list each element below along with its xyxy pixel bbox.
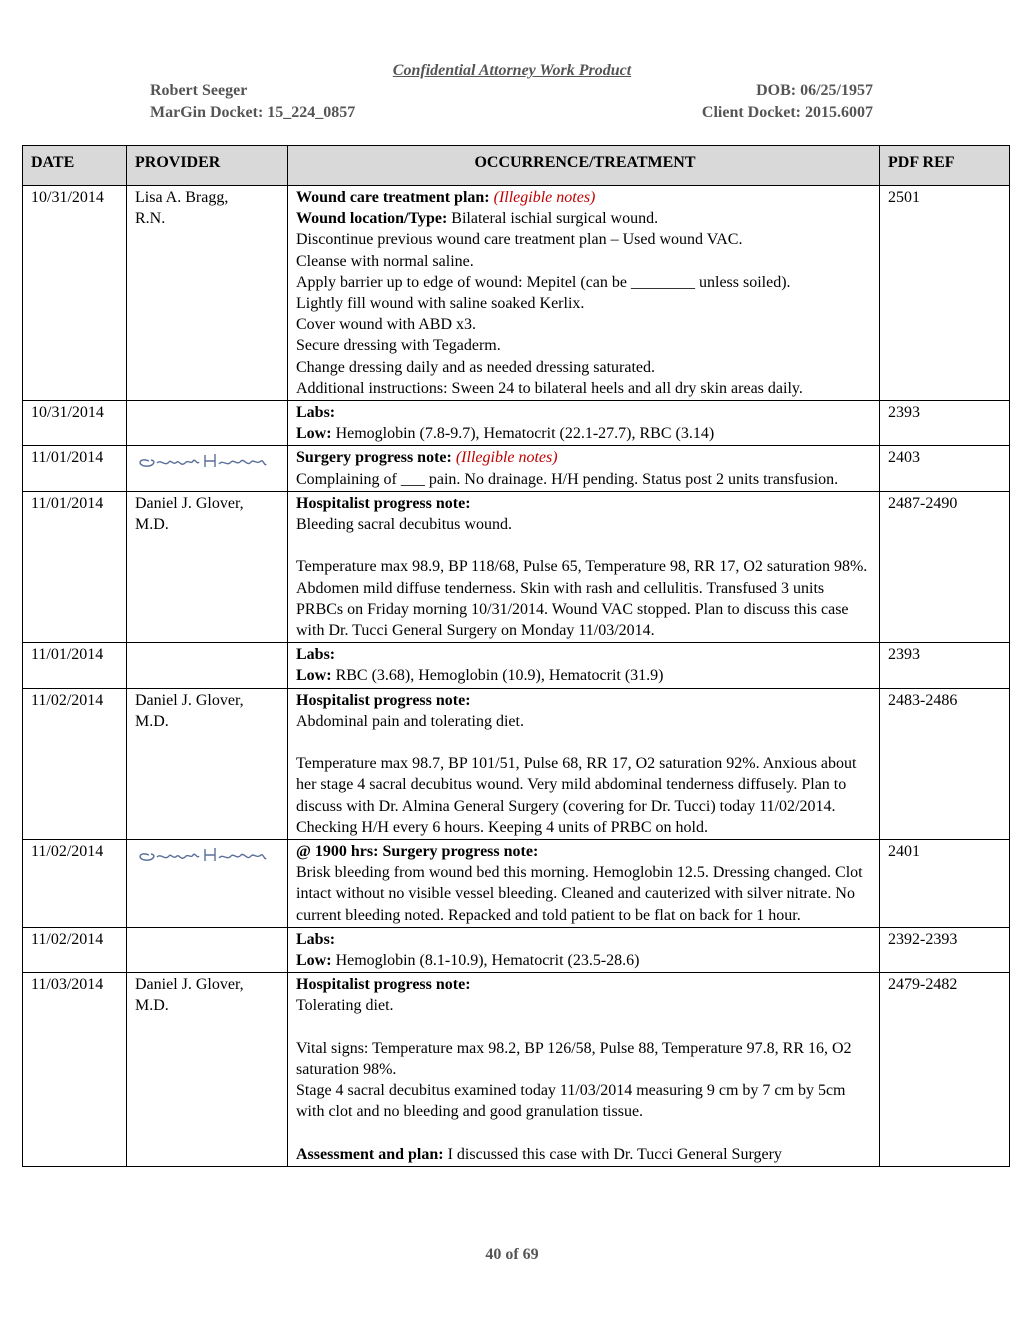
occurrence-cell [288,973,880,1167]
date-cell: 11/01/2014 [23,643,127,688]
provider-cell [127,401,288,446]
table-header-row [23,146,1010,186]
treatment-line: Change dressing daily and as needed dressing saturated. [296,358,656,376]
occurrence-cell [288,643,880,688]
wound-location-label: Wound location/Type: [296,210,448,228]
provider-credential: M.D. [135,516,169,534]
entry-title: Labs: [296,646,336,664]
provider-cell [127,688,288,839]
occurrence-cell [288,401,880,446]
provider-credential: R.N. [135,210,166,228]
pdf-ref-cell: 2483-2486 [880,688,1010,839]
header-row-1 [0,82,1024,104]
date-cell: 11/02/2014 [23,688,127,839]
treatment-line: Secure dressing with Tegaderm. [296,337,501,355]
entry-title: Surgery progress note: [296,449,452,467]
lab-low [296,665,874,686]
wound-location-text: Bilateral ischial surgical wound. [451,210,659,228]
date-cell: 10/31/2014 [23,401,127,446]
medical-chronology-table [22,145,1010,1167]
occurrence-cell [288,446,880,491]
table-row [23,401,1010,446]
header-row-2 [0,104,1024,126]
pdf-ref-cell: 2401 [880,840,1010,928]
date-cell: 11/01/2014 [23,446,127,491]
provider-signature [135,449,267,473]
table-row [23,688,1010,839]
date-cell: 11/02/2014 [23,927,127,972]
date-cell: 10/31/2014 [23,186,127,401]
occurrence-cell [288,927,880,972]
wound-location [296,208,874,229]
provider-name: Daniel J. Glover, [135,494,244,512]
paragraph-gap [296,1017,874,1038]
provider-cell [127,927,288,972]
client-docket: Client Docket: 2015.6007 [701,104,873,121]
assessment-label: Assessment and plan: [296,1145,444,1163]
low-label: Low: [296,667,332,685]
treatment-line: Additional instructions: Sween 24 to bilateral heels and all dry skin areas daily. [296,379,803,397]
entry-text: Abdomen mild diffuse tenderness. Skin with rash and cellulitis. Transfused 3 units PRBCs on Friday morning 10/31/2014. Wound VAC stopped. Plan to discuss this case with Dr. Tucci General Surgery on Monday 11/03/2014. [296,579,849,640]
table-row [23,927,1010,972]
document-header [0,60,1024,126]
patient-dob: DOB: 06/25/1957 [756,82,873,99]
provider-cell [127,491,288,642]
illegible-note: (Illegible notes) [455,449,558,467]
table-row [23,186,1010,401]
table-row [23,840,1010,928]
entry-text: Stage 4 sacral decubitus examined today 11/03/2014 measuring 9 cm by 7 cm by 5cm with clot and no bleeding and good granulation tissue. [296,1082,846,1121]
date-cell: 11/03/2014 [23,973,127,1167]
entry-title: Hospitalist progress note: [296,976,471,994]
column-header-provider: PROVIDER [127,146,288,186]
entry-title: Hospitalist progress note: [296,691,471,709]
margin-docket: MarGin Docket: 15_224_0857 [150,104,356,121]
pdf-ref-cell: 2479-2482 [880,973,1010,1167]
entry-title: Labs: [296,930,336,948]
provider-cell [127,446,288,491]
entry-text: Abdominal pain and tolerating diet. [296,712,524,730]
provider-credential: M.D. [135,712,169,730]
treatment-line: Discontinue previous wound care treatment plan – Used wound VAC. [296,231,743,249]
low-label: Low: [296,425,332,443]
entry-text: Temperature max 98.9, BP 118/68, Pulse 65, Temperature 98, RR 17, O2 saturation 98%. [296,558,868,576]
date-cell: 11/01/2014 [23,491,127,642]
treatment-line: Cleanse with normal saline. [296,252,474,270]
low-values: Hemoglobin (7.8-9.7), Hematocrit (22.1-27.7), RBC (3.14) [335,425,715,443]
entry-text: Brisk bleeding from wound bed this morning. Hemoglobin 12.5. Dressing changed. Clot intact without no visible vessel bleeding. Cleaned and cauterized with silver nitrate. No current bleeding noted. Repacked and told patient to be flat on back for 1 hour. [296,864,863,924]
assessment-text: I discussed this case with Dr. Tucci General Surgery [447,1145,782,1163]
provider-name: Daniel J. Glover, [135,691,244,709]
low-values: Hemoglobin (8.1-10.9), Hematocrit (23.5-28.6) [335,952,640,970]
table-row [23,491,1010,642]
entry-title: Hospitalist progress note: [296,494,471,512]
treatment-line: Apply barrier up to edge of wound: Mepitel (can be ________ unless soiled). [296,273,791,291]
provider-name: Daniel J. Glover, [135,976,244,994]
pdf-ref-cell: 2501 [880,186,1010,401]
pdf-ref-cell: 2393 [880,643,1010,688]
paragraph-gap [296,535,874,556]
entry-heading [296,447,874,468]
occurrence-cell [288,491,880,642]
entry-title: Wound care treatment plan: [296,189,490,206]
entry-title: @ 1900 hrs: Surgery progress note: [296,843,539,861]
provider-name: Lisa A. Bragg, [135,189,229,206]
table-row [23,643,1010,688]
provider-cell [127,186,288,401]
entry-title: Labs: [296,404,336,422]
occurrence-cell [288,688,880,839]
column-header-date: DATE [23,146,127,186]
occurrence-cell [288,840,880,928]
column-header-occurrence: OCCURRENCE/TREATMENT [288,146,880,186]
pdf-ref-cell: 2393 [880,401,1010,446]
treatment-line: Cover wound with ABD x3. [296,316,476,334]
entry-text: Tolerating diet. [296,997,394,1015]
date-cell: 11/02/2014 [23,840,127,928]
assessment-plan [296,1144,874,1165]
table-row [23,973,1010,1167]
pdf-ref-cell: 2403 [880,446,1010,491]
table-row [23,446,1010,491]
provider-credential: M.D. [135,997,169,1015]
provider-cell [127,840,288,928]
paragraph-gap [296,732,874,753]
pdf-ref-cell: 2487-2490 [880,491,1010,642]
provider-signature [135,843,267,867]
entry-text: Temperature max 98.7, BP 101/51, Pulse 68, RR 17, O2 saturation 92%. Anxious about her stage 4 sacral decubitus wound. Very mild abdominal tenderness diffusely. Plan to discuss with Dr. Almina General Surgery (covering for Dr. Tucci) today 11/02/2014. Checking H/H every 6 hours. Keeping 4 units of PRBC on hold. [296,755,857,836]
lab-low [296,950,874,971]
page-number: 40 of 69 [485,1246,539,1263]
entry-text: Vital signs: Temperature max 98.2, BP 126/58, Pulse 88, Temperature 97.8, RR 16, O2 saturation 98%. [296,1039,852,1079]
illegible-note: (Illegible notes) [493,189,596,206]
paragraph-gap [296,1123,874,1144]
confidential-banner: Confidential Attorney Work Product [392,62,632,79]
lab-low [296,423,874,444]
provider-cell [127,643,288,688]
column-header-pdf-ref: PDF REF [880,146,1010,186]
pdf-ref-cell: 2392-2393 [880,927,1010,972]
low-values: RBC (3.68), Hemoglobin (10.9), Hematocrit (31.9) [335,667,664,685]
occurrence-cell [288,186,880,401]
low-label: Low: [296,952,332,970]
entry-heading [296,187,874,208]
entry-text: Complaining of ___ pain. No drainage. H/H pending. Status post 2 units transfusion. [296,470,839,488]
patient-name: Robert Seeger [150,82,248,99]
entry-text: Bleeding sacral decubitus wound. [296,516,512,534]
provider-cell [127,973,288,1167]
treatment-line: Lightly fill wound with saline soaked Kerlix. [296,295,585,313]
